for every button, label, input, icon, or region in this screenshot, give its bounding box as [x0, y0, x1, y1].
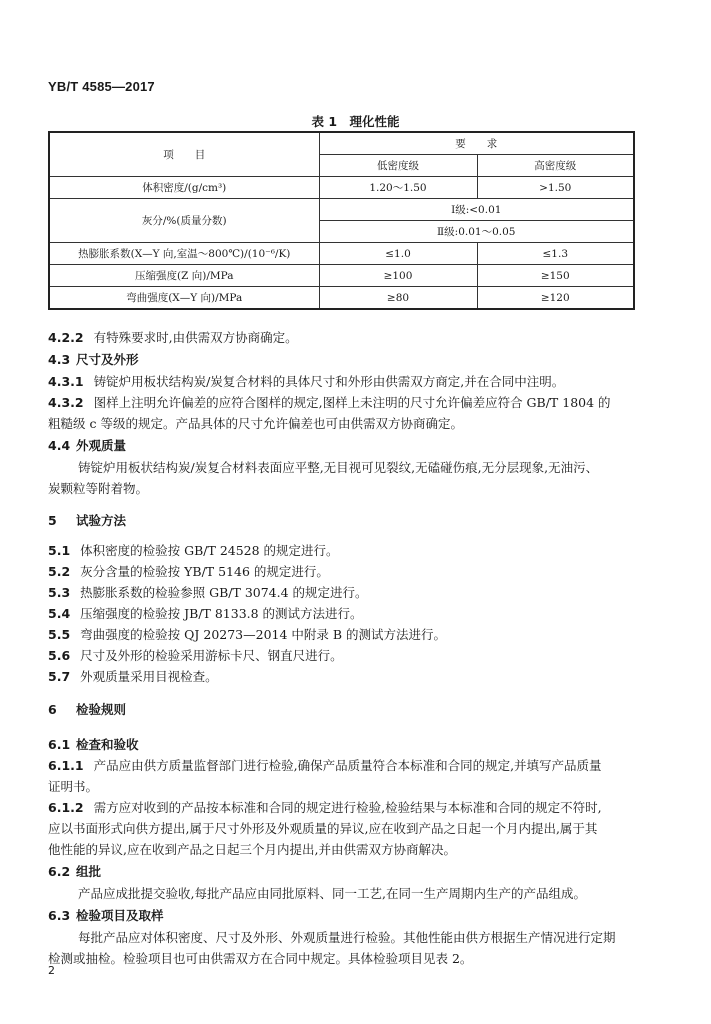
row-low: 1.20～1.50 — [319, 177, 477, 199]
clause-5-1: 5.1 体积密度的检验按 GB/T 24528 的规定进行。 — [48, 543, 339, 558]
clause-5-4: 5.4 压缩强度的检验按 JB/T 8133.8 的测试方法进行。 — [48, 606, 363, 621]
heading-4-4: 4.4 外观质量 — [48, 438, 127, 453]
clause-5-7: 5.7 外观质量采用目视检查。 — [48, 669, 218, 684]
clause-5-2: 5.2 灰分含量的检验按 YB/T 5146 的规定进行。 — [48, 564, 329, 579]
row-item: 灰分/%(质量分数) — [49, 199, 319, 243]
heading-6-2: 6.2 组批 — [48, 864, 102, 879]
clause-6-3-cont: 检测或抽检。检验项目也可由供需双方在合同中规定。具体检验项目见表 2。 — [48, 951, 473, 966]
table-row-ash — [49, 199, 634, 221]
clause-5-5: 5.5 弯曲强度的检验按 QJ 20273—2014 中附录 B 的测试方法进行。 — [48, 627, 447, 642]
clause-6-2-text: 产品应成批提交验收,每批产品应由同批原料、同一工艺,在同一生产周期内生产的产品组成。 — [78, 886, 586, 901]
table-1-properties — [48, 131, 635, 310]
header-low-density: 低密度级 — [319, 155, 477, 177]
header-requirement: 要 求 — [319, 132, 634, 155]
table-1-caption: 表 1 理化性能 — [311, 114, 400, 129]
clause-4-3-2: 4.3.2 图样上注明允许偏差的应符合图样的规定,图样上未注明的尺寸允许偏差应符合 GB/T 1804 的 — [48, 395, 611, 410]
row-item: 弯曲强度(X—Y 向)/MPa — [49, 287, 319, 310]
table-row-flexural-strength — [49, 287, 634, 310]
clause-5-3: 5.3 热膨胀系数的检验参照 GB/T 3074.4 的规定进行。 — [48, 585, 368, 600]
standard-code: YB/T 4585—2017 — [48, 79, 155, 94]
row-item: 压缩强度(Z 向)/MPa — [49, 265, 319, 287]
row-low: ≤1.0 — [319, 243, 477, 265]
table-row-thermal-expansion — [49, 243, 634, 265]
table-row-bulk-density — [49, 177, 634, 199]
page-number: 2 — [48, 964, 55, 977]
row-grade-1: Ⅰ级:<0.01 — [319, 199, 634, 221]
heading-4-3: 4.3 尺寸及外形 — [48, 352, 139, 367]
row-grade-2: Ⅱ级:0.01～0.05 — [319, 221, 634, 243]
clause-4-3-1: 4.3.1 铸锭炉用板状结构炭/炭复合材料的具体尺寸和外形由供需双方商定,并在合同中注明。 — [48, 374, 565, 389]
row-item: 体积密度/(g/cm³) — [49, 177, 319, 199]
heading-5: 5 试验方法 — [48, 513, 127, 528]
header-high-density: 高密度级 — [477, 155, 634, 177]
clause-6-3-text: 每批产品应对体积密度、尺寸及外形、外观质量进行检验。其他性能由供方根据生产情况进行定期 — [78, 930, 616, 945]
row-low: ≥100 — [319, 265, 477, 287]
clause-6-1-1-cont: 证明书。 — [48, 779, 99, 794]
clause-4-4-cont: 炭颗粒等附着物。 — [48, 481, 149, 496]
row-item: 热膨胀系数(X—Y 向,室温～800℃)/(10⁻⁶/K) — [49, 243, 319, 265]
clause-6-1-2: 6.1.2 需方应对收到的产品按本标准和合同的规定进行检验,检验结果与本标准和合同的规定不符时, — [48, 800, 602, 815]
row-high: ≤1.3 — [477, 243, 634, 265]
heading-6-1: 6.1 检查和验收 — [48, 737, 139, 752]
row-high: >1.50 — [477, 177, 634, 199]
header-item: 项 目 — [49, 132, 319, 177]
clause-4-4-text: 铸锭炉用板状结构炭/炭复合材料表面应平整,无目视可见裂纹,无磕碰伤痕,无分层现象,无油污、 — [78, 460, 599, 475]
row-high: ≥120 — [477, 287, 634, 310]
clause-6-1-2-cont-1: 应以书面形式向供方提出,属于尺寸外形及外观质量的异议,应在收到产品之日起一个月内提出,属于其 — [48, 821, 598, 836]
heading-6-3: 6.3 检验项目及取样 — [48, 908, 164, 923]
table-header-row — [49, 132, 634, 155]
clause-4-3-2-cont: 粗糙级 c 等级的规定。产品具体的尺寸允许偏差也可由供需双方协商确定。 — [48, 416, 463, 431]
clause-5-6: 5.6 尺寸及外形的检验采用游标卡尺、钢直尺进行。 — [48, 648, 343, 663]
clause-6-1-2-cont-2: 他性能的异议,应在收到产品之日起三个月内提出,并由供需双方协商解决。 — [48, 842, 456, 857]
clause-6-1-1: 6.1.1 产品应由供方质量监督部门进行检验,确保产品质量符合本标准和合同的规定,并填写产品质量 — [48, 758, 602, 773]
row-high: ≥150 — [477, 265, 634, 287]
heading-6: 6 检验规则 — [48, 702, 127, 717]
row-low: ≥80 — [319, 287, 477, 310]
clause-4-2-2: 4.2.2 有特殊要求时,由供需双方协商确定。 — [48, 330, 298, 345]
table-row-compressive-strength — [49, 265, 634, 287]
